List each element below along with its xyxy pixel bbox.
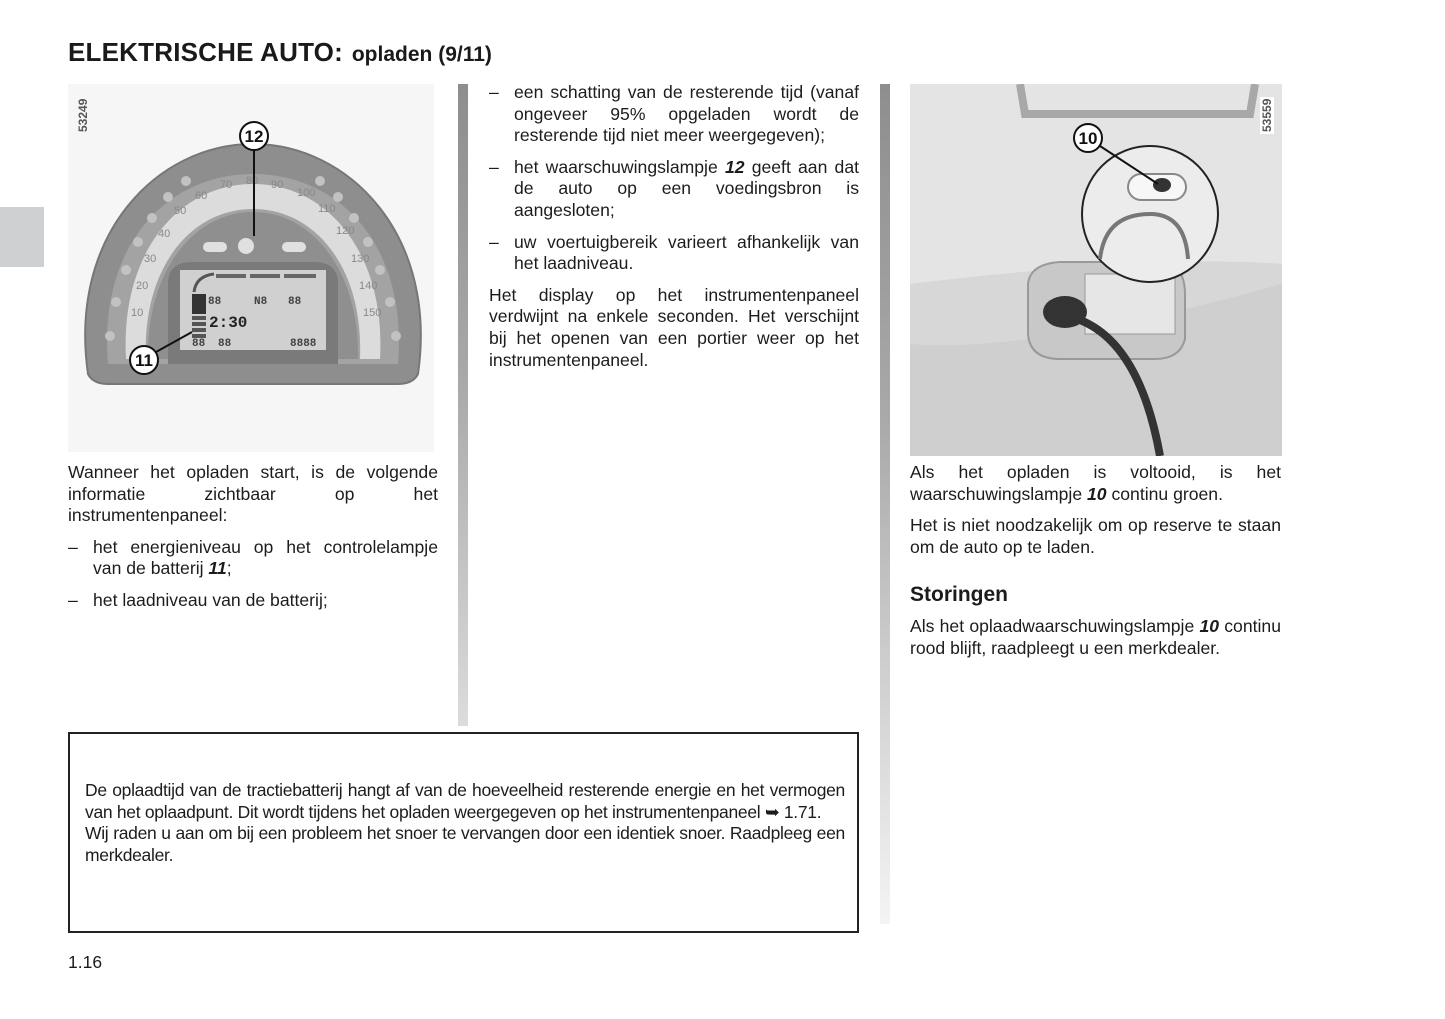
page-title [68,32,492,69]
figure-code: 53559 [1260,98,1274,132]
page-reference-link[interactable]: 1.71 [783,801,817,822]
instrument-panel-figure [68,84,434,452]
svg-text:N8: N8 [254,296,268,308]
svg-text:40: 40 [158,228,171,240]
callout-ref: 12 [724,156,745,177]
svg-text:150: 150 [363,307,382,319]
callout-ref: 11 [208,558,227,579]
list-item: – het waarschuwingslampje 12 geeft aan dat de auto op een voedingsbron is aangesloten; [489,156,860,220]
column-divider [458,84,468,726]
page-reference-arrow-icon: ➥ [764,801,780,822]
display-paragraph: Het display op het instrumentenpaneel verdwijnt na enkele seconden. Het verschijnt bij het openen van een portier weer op het instrumentenpaneel. [489,284,859,370]
svg-text:80: 80 [246,175,259,187]
callout-ref: 10 [1199,616,1220,637]
list-item: – uw voertuigbereik varieert afhankelijk van het laadniveau. [489,231,859,274]
note-box [68,732,859,933]
chapter-side-tab [0,207,44,267]
svg-text:88: 88 [192,338,206,350]
callout-ref: 10 [1087,483,1107,504]
page-number: 1.16 [68,952,103,972]
svg-text:100: 100 [297,187,316,199]
svg-text:10: 10 [131,307,144,319]
svg-text:12: 12 [244,127,264,146]
svg-text:130: 130 [351,253,370,265]
svg-text:8888: 8888 [290,338,317,350]
charge-complete-paragraph: Als het opladen is voltooid, is het waarschuwingslampje 10 continu groen. [910,462,1281,504]
malfunction-paragraph: Als het oplaadwaarschuwingslampje 10 continu rood blijft, raadpleegt u een merkdealer. [910,616,1281,658]
section-heading: Storingen [910,583,1008,607]
svg-text:2:30: 2:30 [209,314,248,332]
figure-code: 53249 [76,98,90,132]
svg-text:60: 60 [195,190,208,202]
svg-text:70: 70 [220,179,233,191]
svg-text:88: 88 [208,296,222,308]
svg-text:50: 50 [174,205,187,217]
list-item: – het laadniveau van de batterij; [68,589,328,610]
list-item: – het energieniveau op het controlelampje van de batterij 11; [68,536,438,579]
svg-text:88: 88 [218,338,232,350]
instrument-cluster-illustration [68,84,434,452]
svg-text:140: 140 [359,280,378,292]
svg-text:10: 10 [1078,129,1098,148]
column-1-text [68,462,438,622]
svg-text:11: 11 [135,351,153,370]
charge-port-illustration [910,84,1282,456]
column-divider [880,84,890,924]
svg-text:120: 120 [336,225,355,237]
page-title-sub: opladen (9/11) [351,43,492,66]
column-2-text [489,82,859,381]
svg-text:110: 110 [318,203,336,215]
reserve-paragraph: Het is niet noodzakelijk om op reserve te staan om de auto op te laden. [910,515,1281,557]
intro-paragraph: Wanneer het opladen start, is de volgende informatie zichtbaar op het instrumentenpaneel: [68,462,438,526]
note-text: De oplaadtijd van de tractiebatterij hangt af van de hoeveelheid resterende energie en het vermogen van het oplaadpunt. Dit wordt tijdens het opladen weergegeven op het instrumentenpaneel ➥ 1.71. Wij raden u aan om bij een probleem het snoer te vervangen door een identiek snoer. Raadpleeg een merkdealer. [85,780,845,865]
svg-text:20: 20 [136,280,149,292]
page-title-main: ELEKTRISCHE AUTO: [68,37,343,67]
svg-text:88: 88 [288,296,302,308]
svg-text:30: 30 [144,253,157,265]
charge-port-figure [910,84,1282,456]
svg-text:90: 90 [271,179,284,191]
column-3-text [910,462,1281,670]
list-item: – een schatting van de resterende tijd (vanaf ongeveer 95% opgeladen wordt de resterende tijd niet meer weergegeven); [489,82,859,146]
